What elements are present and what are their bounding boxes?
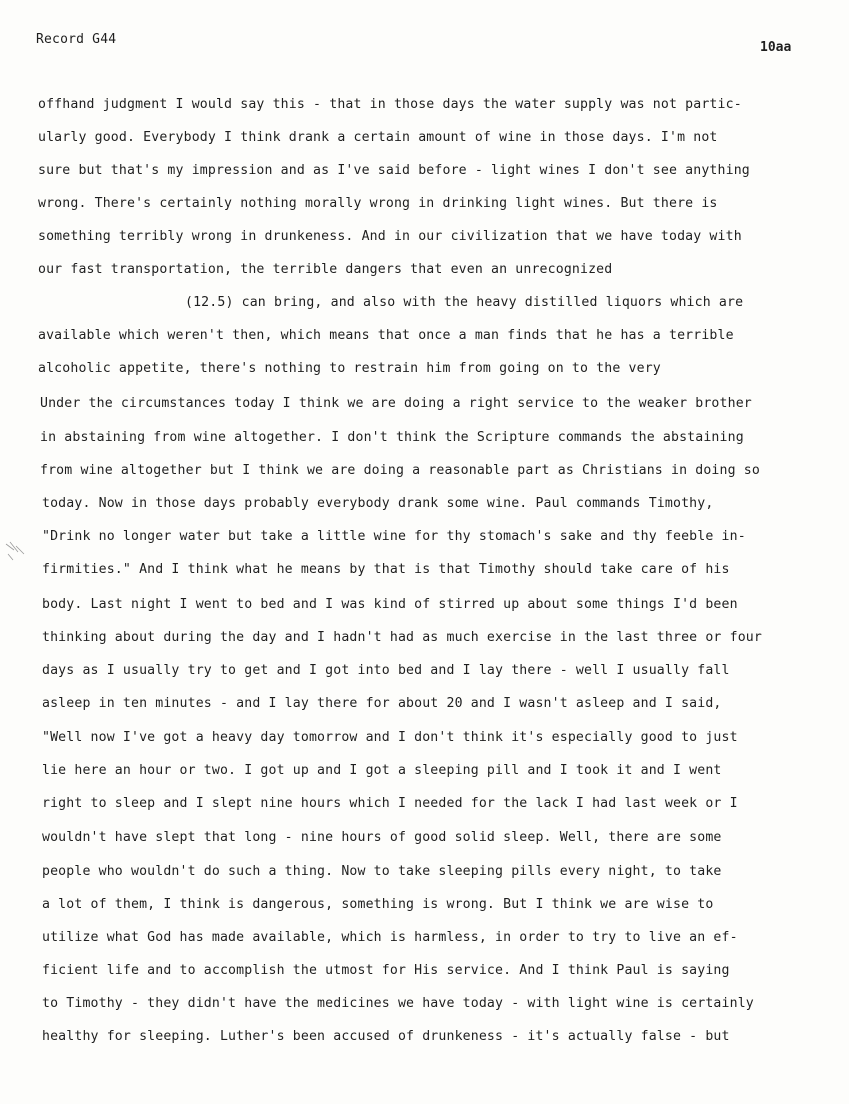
- body-line: body. Last night I went to bed and I was kind of stirred up about some things I'd been: [42, 597, 738, 612]
- body-line: in abstaining from wine altogether. I don't think the Scripture commands the abstaining: [40, 430, 744, 445]
- body-line: alcoholic appetite, there's nothing to restrain him from going on to the very: [38, 361, 661, 376]
- body-line: today. Now in those days probably everybody drank some wine. Paul commands Timothy,: [42, 496, 714, 511]
- body-line: healthy for sleeping. Luther's been accused of drunkeness - it's actually false - but: [42, 1029, 730, 1044]
- body-line: something terribly wrong in drunkeness. And in our civilization that we have today with: [38, 229, 742, 244]
- page-number: 10aa: [760, 40, 792, 55]
- body-line: wouldn't have slept that long - nine hours of good solid sleep. Well, there are some: [42, 830, 722, 845]
- body-line: right to sleep and I slept nine hours which I needed for the lack I had last week or I: [42, 796, 738, 811]
- body-line: ularly good. Everybody I think drank a certain amount of wine in those days. I'm not: [38, 130, 718, 145]
- body-line: asleep in ten minutes - and I lay there for about 20 and I wasn't asleep and I said,: [42, 696, 722, 711]
- body-line: our fast transportation, the terrible dangers that even an unrecognized: [38, 262, 613, 277]
- body-line: from wine altogether but I think we are doing a reasonable part as Christians in doing so: [40, 463, 760, 478]
- body-line: (12.5) can bring, and also with the heavy distilled liquors which are: [185, 295, 744, 310]
- body-line: to Timothy - they didn't have the medicines we have today - with light wine is certainly: [42, 996, 754, 1011]
- body-line: days as I usually try to get and I got into bed and I lay there - well I usually fall: [42, 663, 730, 678]
- body-line: "Well now I've got a heavy day tomorrow and I don't think it's especially good to just: [42, 730, 738, 745]
- body-line: available which weren't then, which means that once a man finds that he has a terrible: [38, 328, 734, 343]
- record-label: Record G44: [36, 32, 117, 47]
- body-line: offhand judgment I would say this - that in those days the water supply was not partic-: [38, 97, 742, 112]
- body-line: lie here an hour or two. I got up and I got a sleeping pill and I took it and I went: [42, 763, 722, 778]
- body-line: a lot of them, I think is dangerous, something is wrong. But I think we are wise to: [42, 897, 714, 912]
- body-line: people who wouldn't do such a thing. Now to take sleeping pills every night, to take: [42, 864, 722, 879]
- body-line: ficient life and to accomplish the utmost for His service. And I think Paul is saying: [42, 963, 730, 978]
- body-line: firmities." And I think what he means by that is that Timothy should take care of his: [42, 562, 730, 577]
- body-line: "Drink no longer water but take a little wine for thy stomach's sake and thy feeble in-: [42, 529, 746, 544]
- margin-smudge-mark: [4, 540, 32, 564]
- body-line: sure but that's my impression and as I've said before - light wines I don't see anything: [38, 163, 750, 178]
- body-line: Under the circumstances today I think we are doing a right service to the weaker brother: [40, 396, 752, 411]
- body-line: utilize what God has made available, which is harmless, in order to try to live an ef-: [42, 930, 738, 945]
- body-line: wrong. There's certainly nothing morally wrong in drinking light wines. But there is: [38, 196, 718, 211]
- body-line: thinking about during the day and I hadn't had as much exercise in the last three or four: [42, 630, 762, 645]
